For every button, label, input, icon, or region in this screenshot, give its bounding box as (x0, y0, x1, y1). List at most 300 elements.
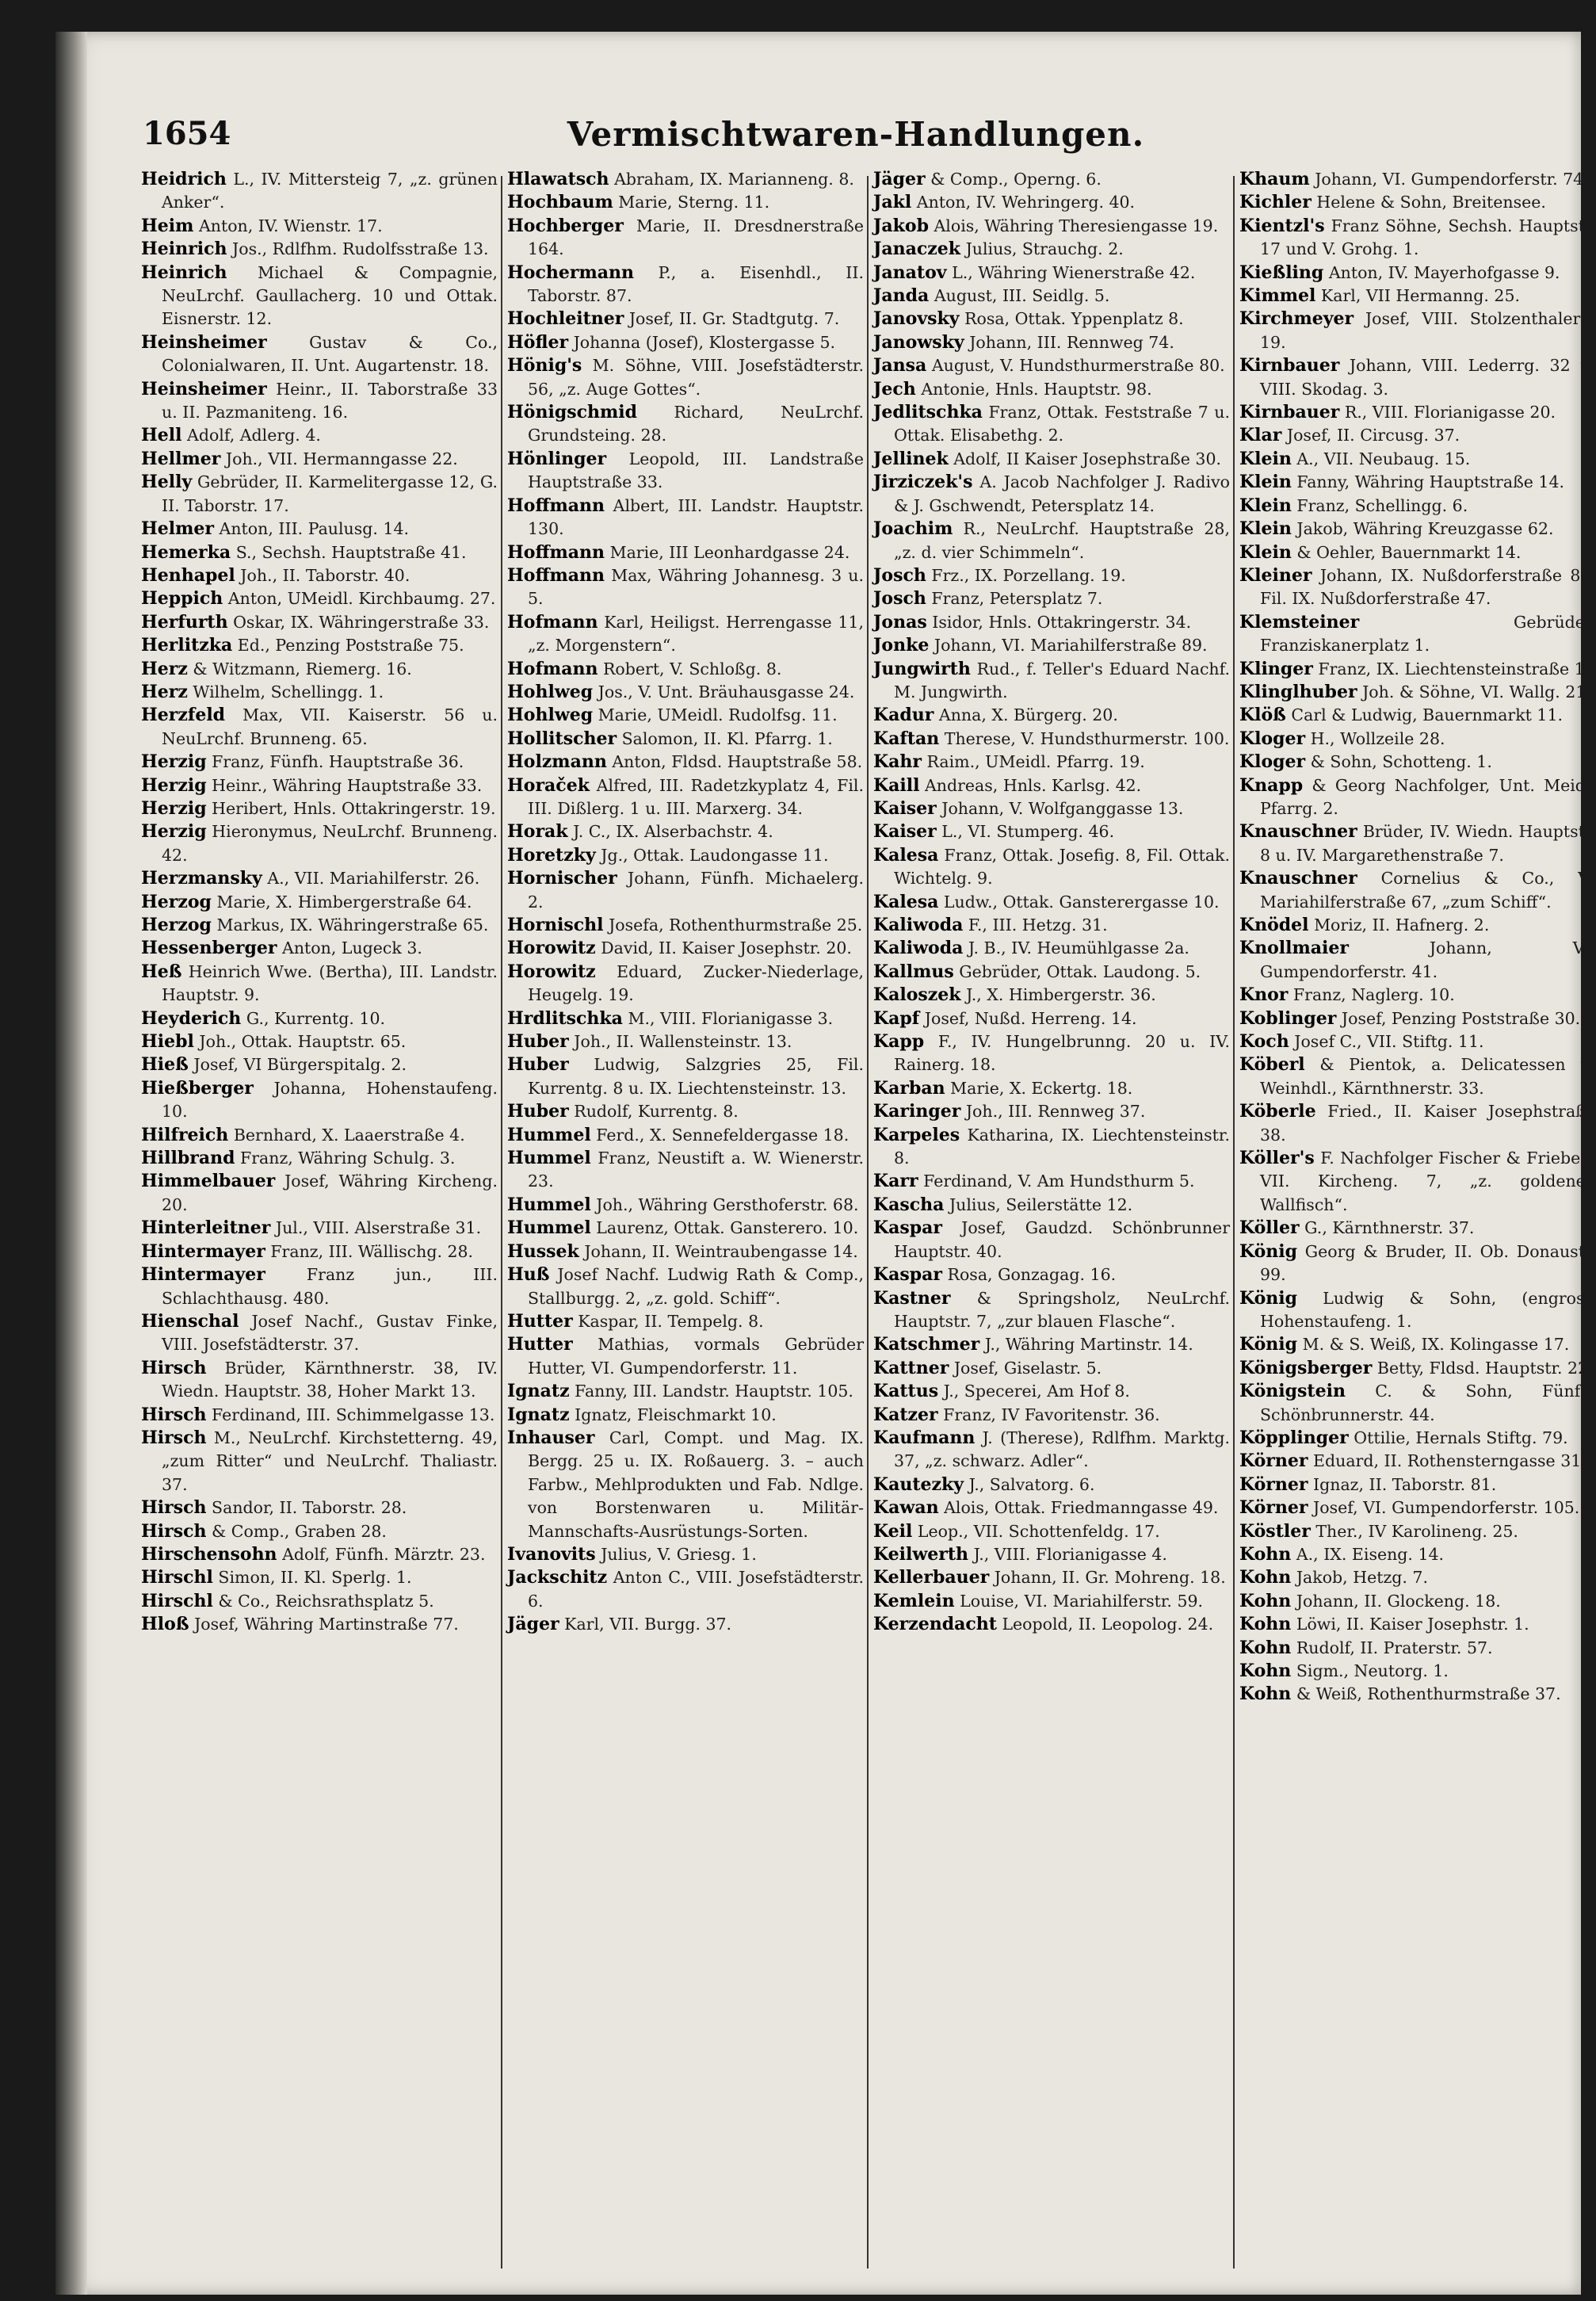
directory-entry (1239, 401, 1596, 424)
directory-entry (141, 681, 498, 704)
page-number: 1654 (143, 115, 231, 152)
directory-entry (1239, 518, 1596, 541)
directory-entry (507, 704, 864, 727)
entry-details: G., Kurrentg. 10. (246, 1008, 386, 1028)
entry-details: Louise, VI. Mariahilferstr. 59. (960, 1591, 1204, 1611)
entry-details: Joh., Währing Gersthoferstr. 68. (596, 1194, 859, 1214)
entry-details: Josefa, Rothenthurmstraße 25. (609, 915, 863, 935)
entry-details: Markus, IX. Währingerstraße 65. (216, 915, 489, 935)
entry-name: Hillbrand (141, 1148, 235, 1169)
entry-details: Ignaz, II. Taborstr. 81. (1313, 1474, 1497, 1494)
entry-name: Hornischl (507, 915, 604, 935)
entry-name: Klöß (1239, 705, 1286, 726)
entry-details: Heinrich Wwe. (Bertha), III. Landstr. Hauptstr. 9. (162, 961, 498, 1005)
directory-entry (873, 1263, 1230, 1286)
entry-details: Betty, Fldsd. Hauptstr. 22. (1376, 1358, 1594, 1378)
entry-details: Leopold, III. Landstraße Hauptstraße 33. (528, 449, 864, 492)
entry-name: Kahr (873, 751, 922, 773)
directory-entry (507, 1566, 864, 1613)
entry-name: Hemerka (141, 541, 231, 563)
entry-name: Köberle (1239, 1101, 1316, 1122)
entry-name: Hirsch (141, 1520, 207, 1542)
entry-name: Klinglhuber (1239, 681, 1357, 702)
entry-name: Kalesa (873, 844, 939, 866)
entry-details: Ferdinand, V. Am Hundsthurm 5. (923, 1172, 1195, 1191)
directory-entry (873, 1124, 1230, 1171)
directory-entry (141, 448, 498, 471)
directory-entry (1239, 1333, 1596, 1356)
directory-entry (873, 587, 1230, 610)
directory-entry (141, 937, 498, 960)
entry-details: & Pientok, a. Delicatessen u. Weinhdl., Kärnthnerstr. 33. (1260, 1055, 1596, 1098)
entry-details: Alfred, III. Radetzkyplatz 4, Fil. III. Dißlerg. 1 u. III. Marxerg. 34. (528, 775, 864, 818)
entry-details: Adolf, Adlerg. 4. (187, 426, 321, 445)
entry-details: Alois, Ottak. Friedmanngasse 49. (944, 1498, 1219, 1518)
entry-name: Herzog (141, 891, 212, 912)
directory-entry (507, 1217, 864, 1240)
entry-details: Carl, Compt. und Mag. IX. Bergg. 25 u. IX. Roßauerg. 3. – auch Farbw., Mehlprodukten und Fab. Ndlge. von Borstenwaren u. Militär-Mannschafts-Ausrüstungs-Sorten. (528, 1428, 864, 1541)
entry-name: Kohn (1239, 1661, 1292, 1681)
directory-entry (507, 1053, 864, 1100)
directory-entry (1239, 728, 1596, 751)
entry-name: Hießberger (141, 1077, 254, 1099)
entry-name: Josch (873, 588, 926, 610)
entry-name: Kalesa (873, 891, 939, 912)
entry-name: Hoffmann (507, 541, 605, 563)
entry-details: Alois, Währing Theresiengasse 19. (934, 216, 1219, 235)
directory-entry (873, 1380, 1230, 1403)
entry-name: Klein (1239, 495, 1292, 516)
entry-details: Marie, X. Eckertg. 18. (950, 1078, 1133, 1098)
entry-name: Kaspar (873, 1264, 942, 1286)
entry-details: Josef, Währing Kircheng. 20. (162, 1172, 498, 1214)
entry-name: Köller's (1239, 1148, 1315, 1169)
directory-entry (1239, 1217, 1596, 1240)
directory-entry (873, 1473, 1230, 1496)
entry-name: Kientzl's (1239, 215, 1325, 236)
entry-details: J. (Therese), Rdlfhm. Marktg. 37, „z. schwarz. Adler“. (894, 1428, 1230, 1471)
directory-entry (507, 774, 864, 821)
entry-details: J. C., IX. Alserbachstr. 4. (573, 822, 773, 842)
entry-details: Adolf, Fünfh. Märztr. 23. (282, 1544, 486, 1564)
entry-details: J., Währing Martinstr. 14. (984, 1335, 1193, 1355)
directory-entry (507, 844, 864, 867)
entry-details: & Witzmann, Riemerg. 16. (193, 659, 412, 678)
entry-name: Klein (1239, 541, 1292, 563)
entry-name: Ignatz (507, 1404, 570, 1425)
entry-name: Kemlein (873, 1590, 955, 1611)
directory-entry (141, 1007, 498, 1030)
entry-details: Gustav & Co., Colonialwaren, II. Unt. Augartenstr. 18. (162, 332, 498, 376)
entry-name: Herzmansky (141, 868, 262, 889)
directory-entry (141, 331, 498, 378)
entry-details: Antonie, Hnls. Hauptstr. 98. (921, 379, 1152, 399)
entry-name: Janowsky (873, 331, 964, 353)
entry-details: Josef, VIII. Stolzenthalerg. 19. (1260, 309, 1596, 352)
entry-details: Julius, Seilerstätte 12. (949, 1194, 1133, 1214)
column-3 (873, 168, 1230, 2276)
entry-details: Anton, Fldsd. Hauptstraße 58. (612, 752, 863, 772)
entry-name: Herzfeld (141, 705, 226, 726)
directory-entry (1239, 1496, 1596, 1519)
entry-name: Klemsteiner (1239, 611, 1360, 633)
entry-name: Katzer (873, 1404, 938, 1425)
entry-details: & Georg Nachfolger, Unt. Meidl. Pfarrg. 2. (1260, 775, 1596, 818)
entry-name: Kaiser (873, 797, 937, 819)
directory-entry (141, 1310, 498, 1357)
entry-name: Jonke (873, 635, 930, 656)
entry-details: Karl, Heiligst. Herrengasse 11, „z. Morgenstern“. (528, 612, 864, 656)
entry-details: Fanny, III. Landstr. Hauptstr. 105. (575, 1382, 853, 1401)
directory-entry (141, 914, 498, 937)
entry-name: Karban (873, 1077, 945, 1099)
entry-name: Jungwirth (873, 658, 971, 679)
directory-entry (1239, 1566, 1596, 1589)
entry-details: Leopold, II. Leopolog. 24. (1002, 1615, 1214, 1634)
directory-entry (141, 774, 498, 797)
entry-name: Hilfreich (141, 1124, 229, 1145)
directory-entry (141, 1520, 498, 1543)
directory-entry (1239, 471, 1596, 494)
directory-entry (1239, 1450, 1596, 1473)
directory-entry (141, 658, 498, 681)
entry-name: Janovsky (873, 308, 960, 330)
entry-name: Inhauser (507, 1427, 595, 1448)
entry-details: Josef, Gaudzd. Schönbrunner Hauptstr. 40. (894, 1218, 1230, 1261)
directory-entry (873, 354, 1230, 377)
entry-name: Heyderich (141, 1007, 242, 1029)
entry-name: Hirschl (141, 1567, 213, 1588)
entry-name: Kapf (873, 1007, 920, 1029)
entry-details: Anton, IV. Wehringerg. 40. (916, 193, 1136, 212)
entry-details: Franz, Schellingg. 6. (1296, 495, 1468, 515)
directory-entry (873, 1613, 1230, 1636)
directory-entry (873, 564, 1230, 587)
entry-name: Horowitz (507, 961, 596, 982)
entry-details: Adolf, II Kaiser Josephstraße 30. (953, 449, 1221, 468)
entry-details: & Co., Reichsrathsplatz 5. (218, 1591, 434, 1611)
directory-entry (507, 354, 864, 401)
entry-name: Klein (1239, 518, 1292, 540)
directory-entry (141, 1077, 498, 1124)
entry-details: Richard, NeuLrchf. Grundsteing. 28. (528, 403, 864, 445)
entry-name: Koblinger (1239, 1007, 1337, 1029)
directory-entry (1239, 1637, 1596, 1660)
entry-details: Julius, Strauchg. 2. (965, 239, 1124, 259)
entry-details: Oskar, IX. Währingerstraße 33. (233, 612, 490, 632)
directory-entry (507, 1240, 864, 1263)
entry-details: Karl, VII Hermanng. 25. (1320, 286, 1520, 306)
entry-name: Kellerbauer (873, 1567, 990, 1588)
entry-details: Rudolf, II. Praterstr. 57. (1296, 1638, 1493, 1657)
entry-details: Johann, Fünfh. Michaelerg. 2. (528, 869, 864, 912)
directory-entry (1239, 681, 1596, 704)
directory-entry (873, 1404, 1230, 1427)
entry-name: Hochbaum (507, 192, 613, 213)
entry-details: Josef Nachf. Ludwig Rath & Comp., Stallburgg. 2, „z. gold. Schiff“. (528, 1265, 864, 1308)
directory-entry (141, 634, 498, 657)
directory-entry (1239, 308, 1596, 354)
entry-name: Ivanovits (507, 1543, 596, 1565)
entry-details: Karl, VII. Burgg. 37. (564, 1615, 732, 1634)
entry-details: Johann, II. Weintraubengasse 14. (584, 1241, 858, 1261)
column-divider (1233, 176, 1235, 2269)
entry-details: Josef, Währing Martinstraße 77. (194, 1615, 459, 1634)
directory-entry (141, 262, 498, 331)
directory-entry (873, 728, 1230, 751)
directory-entry (507, 961, 864, 1007)
directory-entry (141, 238, 498, 261)
entry-name: Jakl (873, 192, 912, 213)
entry-name: Heinrich (141, 239, 227, 260)
entry-name: Karinger (873, 1101, 961, 1122)
directory-entry (1239, 820, 1596, 867)
entry-details: Ferdinand, III. Schimmelgasse 13. (212, 1405, 495, 1424)
directory-entry (507, 401, 864, 448)
directory-entry (1239, 1660, 1596, 1683)
entry-name: Horak (507, 821, 568, 843)
directory-entry (873, 308, 1230, 331)
directory-page (55, 32, 1596, 2295)
directory-entry (1239, 914, 1596, 937)
entry-name: Hrdlitschka (507, 1007, 623, 1029)
entry-details: Fanny, Währing Hauptstraße 14. (1296, 472, 1565, 492)
entry-details: Jul., VIII. Alserstraße 31. (275, 1218, 482, 1238)
entry-name: Körner (1239, 1497, 1308, 1519)
entry-name: Holzmann (507, 751, 607, 773)
directory-entry (873, 1496, 1230, 1519)
entry-details: & Oehler, Bauernmarkt 14. (1296, 542, 1522, 562)
directory-entry (873, 634, 1230, 657)
directory-entry (1239, 1520, 1596, 1543)
entry-details: Max, VII. Kaiserstr. 56 u. NeuLrchf. Brunneng. 65. (162, 705, 498, 748)
entry-name: Hirsch (141, 1427, 207, 1448)
entry-details: Franz, Naglerg. 10. (1292, 985, 1455, 1005)
entry-name: Hinterleitner (141, 1217, 271, 1239)
directory-entry (141, 704, 498, 751)
entry-name: Jackschitz (507, 1567, 608, 1588)
entry-name: Hoffmann (507, 495, 605, 516)
directory-entry (141, 1217, 498, 1240)
entry-name: Karpeles (873, 1124, 960, 1145)
entry-name: Kautezky (873, 1473, 964, 1495)
entry-name: Huber (507, 1101, 569, 1122)
directory-entry (141, 1357, 498, 1404)
directory-entry (1239, 1240, 1596, 1287)
entry-details: Johann, III. Rennweg 74. (969, 332, 1174, 352)
entry-details: Sandor, II. Taborstr. 28. (212, 1498, 407, 1518)
entry-name: Kirnbauer (1239, 355, 1340, 376)
entry-details: David, II. Kaiser Josephstr. 20. (601, 938, 852, 958)
column-divider (867, 176, 869, 2269)
entry-name: Hintermayer (141, 1264, 265, 1286)
entry-name: Hornischer (507, 868, 617, 889)
entry-details: Franz, III. Wällischg. 28. (270, 1241, 474, 1261)
directory-entry (1239, 285, 1596, 308)
entry-name: Janda (873, 285, 930, 307)
directory-entry (873, 914, 1230, 937)
entry-details: Raim., UMeidl. Pfarrg. 19. (926, 752, 1145, 772)
entry-name: Hirsch (141, 1497, 207, 1519)
entry-details: & Comp., Operng. 6. (930, 170, 1102, 189)
entry-details: Jakob, Hetzg. 7. (1296, 1568, 1428, 1588)
entry-details: Ludwig, Salzgries 25, Fil. Kurrentg. 8 u. IX. Liechtensteinstr. 13. (528, 1055, 864, 1098)
entry-name: Körner (1239, 1473, 1308, 1495)
entry-details: Franz, Währing Schulg. 3. (240, 1149, 456, 1168)
entry-name: Hochberger (507, 215, 624, 236)
directory-columns (141, 168, 1596, 2284)
entry-details: Anna, X. Bürgerg. 20. (938, 705, 1118, 725)
directory-entry (1239, 191, 1596, 214)
entry-name: Heppich (141, 588, 223, 610)
directory-entry (1239, 1053, 1596, 1100)
directory-entry (141, 587, 498, 610)
entry-name: Körner (1239, 1451, 1308, 1472)
directory-entry (141, 518, 498, 541)
entry-name: Kadur (873, 705, 934, 726)
entry-details: M. Söhne, VIII. Josefstädterstr. 56, „z. Auge Gottes“. (528, 356, 864, 399)
directory-entry (873, 937, 1230, 960)
directory-entry (507, 308, 864, 331)
entry-details: Marie, UMeidl. Rudolfsg. 11. (598, 705, 838, 725)
directory-entry (873, 844, 1230, 891)
directory-entry (141, 867, 498, 890)
directory-entry (873, 215, 1230, 238)
entry-name: Ignatz (507, 1381, 570, 1402)
column-1 (141, 168, 498, 2276)
directory-entry (507, 937, 864, 960)
directory-entry (1239, 1590, 1596, 1613)
entry-details: Josef C., VII. Stiftg. 11. (1294, 1032, 1484, 1052)
entry-name: Kerzendacht (873, 1614, 997, 1635)
directory-entry (141, 797, 498, 820)
directory-entry (507, 1194, 864, 1217)
entry-details: Simon, II. Kl. Sperlg. 1. (218, 1568, 412, 1588)
entry-details: Rud., f. Teller's Eduard Nachf. M. Jungwirth. (894, 659, 1230, 701)
entry-details: Sigm., Neutorg. 1. (1296, 1661, 1449, 1680)
entry-name: Kastner (873, 1287, 951, 1309)
directory-entry (1239, 354, 1596, 401)
entry-details: Johann, VIII. Lederrg. 32 u. VIII. Skodag. 3. (1260, 356, 1596, 399)
directory-entry (873, 168, 1230, 191)
entry-name: Jech (873, 378, 916, 399)
directory-entry (507, 1380, 864, 1403)
directory-entry (141, 1124, 498, 1147)
entry-name: Königstein (1239, 1381, 1346, 1402)
entry-details: Marie, Sterng. 11. (618, 193, 770, 212)
entry-details: Robert, V. Schloßg. 8. (602, 659, 782, 678)
entry-details: Franz jun., III. Schlachthausg. 480. (162, 1265, 498, 1308)
directory-entry (873, 518, 1230, 564)
entry-details: Johann, VI. Gumpendorferstr. 41. (1260, 938, 1596, 981)
entry-details: C. & Sohn, Fünfh. Schönbrunnerstr. 44. (1260, 1382, 1596, 1424)
entry-name: Herzig (141, 774, 207, 796)
directory-entry (141, 541, 498, 564)
directory-entry (873, 1007, 1230, 1030)
directory-entry (507, 820, 864, 843)
directory-entry (873, 1217, 1230, 1263)
entry-details: J., X. Himbergerstr. 36. (966, 985, 1156, 1005)
entry-details: S., Sechsh. Hauptstraße 41. (235, 542, 467, 562)
entry-name: Köpplinger (1239, 1427, 1349, 1448)
entry-details: Ludwig & Sohn, (engros), Hohenstaufeng. 1. (1260, 1288, 1596, 1331)
entry-details: August, V. Hundsthurmerstraße 80. (931, 356, 1225, 376)
entry-name: Höfler (507, 331, 569, 353)
entry-details: & Weiß, Rothenthurmstraße 37. (1296, 1684, 1561, 1704)
entry-name: Kaspar (873, 1217, 942, 1239)
directory-entry (507, 564, 864, 611)
entry-name: Kleiner (1239, 564, 1312, 586)
entry-name: Hummel (507, 1194, 591, 1215)
directory-entry (141, 564, 498, 587)
directory-entry (1239, 564, 1596, 611)
entry-details: Joh., II. Wallensteinstr. 13. (574, 1032, 792, 1052)
entry-details: Franz, Petersplatz 7. (931, 589, 1103, 609)
entry-details: A., IX. Eiseng. 14. (1296, 1544, 1445, 1564)
entry-name: Janatov (873, 262, 947, 283)
entry-details: Georg & Bruder, II. Ob. Donaustr. 99. (1260, 1241, 1596, 1285)
directory-entry (507, 1333, 864, 1380)
entry-name: Kimmel (1239, 285, 1316, 307)
directory-entry (1239, 1287, 1596, 1334)
entry-name: Kawan (873, 1497, 939, 1519)
directory-entry (141, 961, 498, 1007)
entry-details: Franz, Fünfh. Hauptstraße 36. (212, 752, 464, 772)
entry-details: Cornelius & Co., VI Mariahilferstraße 67, „zum Schiff“. (1260, 869, 1596, 912)
entry-name: Helly (141, 472, 193, 493)
entry-name: Keil (873, 1520, 913, 1542)
entry-name: Kaiser (873, 821, 937, 843)
entry-name: Hieß (141, 1054, 189, 1076)
entry-details: P., a. Eisenhdl., II. Taborstr. 87. (528, 262, 864, 306)
entry-details: J., Salvatorg. 6. (968, 1474, 1095, 1494)
directory-entry (873, 1520, 1230, 1543)
directory-entry (873, 331, 1230, 354)
entry-details: J., VIII. Florianigasse 4. (973, 1544, 1167, 1564)
directory-entry (1239, 1613, 1596, 1636)
directory-entry (141, 471, 498, 518)
directory-entry (141, 215, 498, 238)
directory-entry (873, 471, 1230, 518)
entry-name: Hirschl (141, 1590, 213, 1611)
entry-name: Hummel (507, 1124, 591, 1145)
directory-entry (873, 1357, 1230, 1380)
entry-details: & Springsholz, NeuLrchf. Hauptstr. 7, „zur blauen Flasche“. (894, 1288, 1230, 1331)
entry-details: Katharina, IX. Liechtensteinstr. 8. (894, 1125, 1230, 1168)
entry-details: Rosa, Ottak. Yppenplatz 8. (964, 309, 1184, 329)
entry-name: Herzog (141, 915, 212, 935)
entry-name: Hutter (507, 1310, 573, 1332)
entry-name: Jakob (873, 215, 929, 236)
directory-entry (1239, 448, 1596, 471)
entry-details: Carl & Ludwig, Bauernmarkt 11. (1291, 705, 1564, 725)
entry-name: Khaum (1239, 169, 1310, 189)
directory-entry (141, 1404, 498, 1427)
directory-entry (507, 1310, 864, 1333)
entry-name: Kirnbauer (1239, 402, 1340, 423)
entry-details: Franz Söhne, Sechsh. Hauptstr. 17 und V. Grohg. 1. (1260, 216, 1596, 259)
entry-name: Hutter (507, 1334, 573, 1355)
entry-details: A., VII. Mariahilferstr. 26. (267, 869, 480, 889)
entry-name: Kattus (873, 1381, 939, 1402)
entry-name: Horetzky (507, 844, 596, 866)
entry-name: Kohn (1239, 1637, 1292, 1658)
entry-details: Gebrüder, Franziskanerplatz 1. (1260, 612, 1596, 656)
entry-name: Hirsch (141, 1357, 207, 1378)
directory-entry (507, 1263, 864, 1310)
directory-entry (507, 1543, 864, 1566)
directory-entry (873, 751, 1230, 774)
